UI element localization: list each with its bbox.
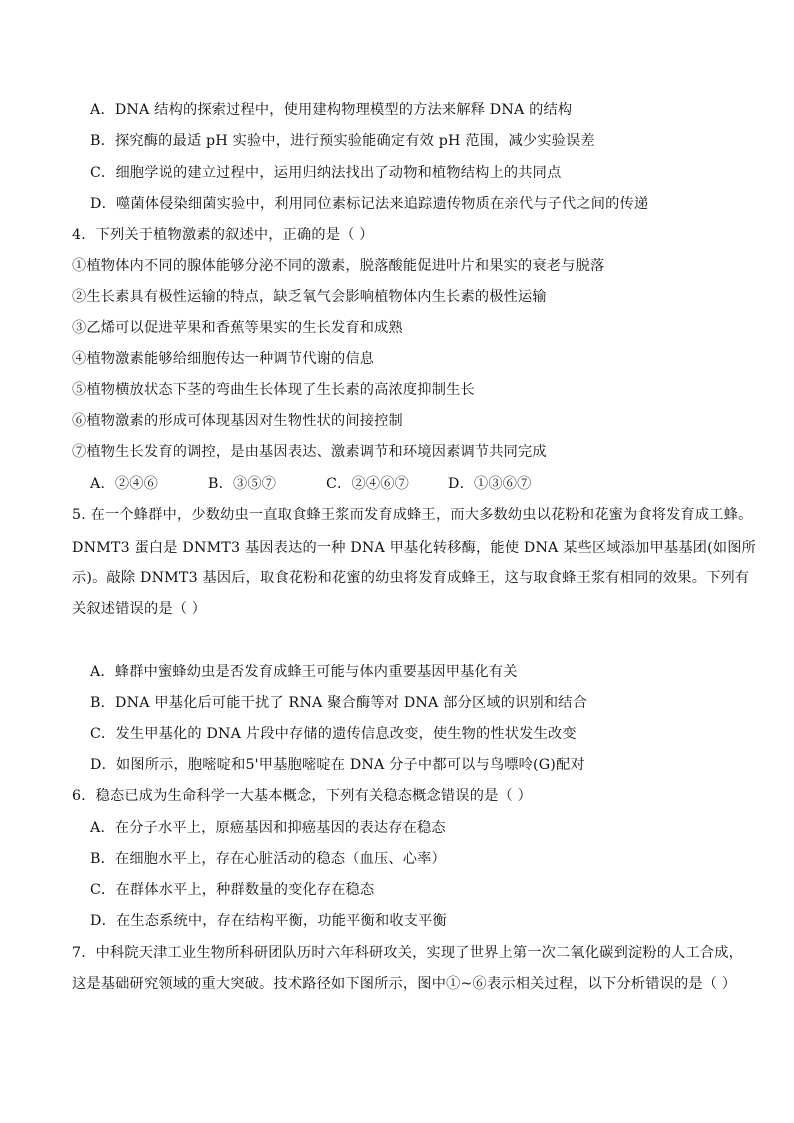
q5-option-d: D．如图所示，胞嘧啶和5'甲基胞嘧啶在 DNA 分子中都可以与鸟嘌呤(G)配对: [90, 757, 585, 773]
q3-option-c: C．细胞学说的建立过程中，运用归纳法找出了动物和植物结构上的共同点: [90, 165, 562, 181]
q4-item-3: ③乙烯可以促进苹果和香蕉等果实的生长发育和成熟: [72, 320, 403, 336]
q4-item-4: ④植物激素能够给细胞传达一种调节代谢的信息: [72, 351, 375, 367]
q7-stem-line-1: 7．中科院天津工业生物所科研团队历时六年科研攻关，实现了世界上第一次二氧化碳到淀粉的人工合成，: [72, 945, 744, 961]
q3-option-a: A．DNA 结构的探索过程中，使用建构物理模型的方法来解释 DNA 的结构: [90, 102, 573, 118]
q3-option-b: B．探究酶的最适 pH 实验中，进行预实验能确定有效 pH 范围，减少实验误差: [90, 133, 595, 149]
q4-item-7: ⑦植物生长发育的调控，是由基因表达、激素调节和环境因素调节共同完成: [72, 444, 547, 460]
q5-stem-line-4: 关叙述错误的是（ ）: [72, 601, 207, 617]
q6-option-a: A．在分子水平上，原癌基因和抑癌基因的表达存在稳态: [90, 820, 446, 836]
q3-option-d: D．噬菌体侵染细菌实验中，利用同位素标记法来追踪遗传物质在亲代与子代之间的传递: [90, 196, 649, 212]
q4-choice-d: D．①③⑥⑦: [448, 476, 532, 492]
q4-choice-b: B．③⑤⑦: [208, 476, 277, 492]
q4-choice-c: C．②④⑥⑦: [326, 476, 409, 492]
q4-item-1: ①植物体内不同的腺体能够分泌不同的激素，脱落酸能促进叶片和果实的衰老与脱落: [72, 258, 605, 274]
q4-item-5: ⑤植物横放状态下茎的弯曲生长体现了生长素的高浓度抑制生长: [72, 382, 475, 398]
q6-stem: 6．稳态已成为生命科学一大基本概念，下列有关稳态概念错误的是（ ）: [72, 788, 532, 804]
q6-option-c: C．在群体水平上，种群数量的变化存在稳态: [90, 882, 375, 898]
q4-choice-a: A．②④⑥: [90, 476, 158, 492]
q4-choices: [90, 474, 532, 494]
q5-stem-line-2: DNMT3 蛋白是 DNMT3 基因表达的一种 DNA 甲基化转移酶，能使 DNA 某些区域添加甲基基团(如图所: [72, 540, 756, 556]
q7-stem-line-2: 这是基础研究领域的重大突破。技术路径如下图所示，图中①~⑥表示相关过程，以下分析错误的是（ ）: [72, 976, 737, 992]
q6-option-b: B．在细胞水平上，存在心脏活动的稳态（血压、心率）: [90, 851, 446, 867]
q5-option-c: C．发生甲基化的 DNA 片段中存储的遗传信息改变，使生物的性状发生改变: [90, 726, 577, 742]
q5-stem-line-3: 示)。敲除 DNMT3 基因后，取食花粉和花蜜的幼虫将发育成蜂王，这与取食蜂王浆有相同的效果。下列有: [72, 570, 750, 586]
q6-option-d: D．在生态系统中，存在结构平衡，功能平衡和收支平衡: [90, 913, 447, 929]
q4-stem: 4．下列关于植物激素的叙述中，正确的是（ ）: [72, 227, 374, 243]
q4-item-6: ⑥植物激素的形成可体现基因对生物性状的间接控制: [72, 413, 403, 429]
q4-item-2: ②生长素具有极性运输的特点，缺乏氧气会影响植物体内生长素的极性运输: [72, 289, 547, 305]
q5-option-b: B．DNA 甲基化后可能干扰了 RNA 聚合酶等对 DNA 部分区域的识别和结合: [90, 695, 588, 711]
q5-option-a: A．蜂群中蜜蜂幼虫是否发育成蜂王可能与体内重要基因甲基化有关: [90, 664, 518, 680]
q5-stem-line-1: 5. 在一个蜂群中，少数幼虫一直取食蜂王浆而发育成蜂王，而大多数幼虫以花粉和花蜜为食将发育成工蜂。: [72, 507, 753, 523]
